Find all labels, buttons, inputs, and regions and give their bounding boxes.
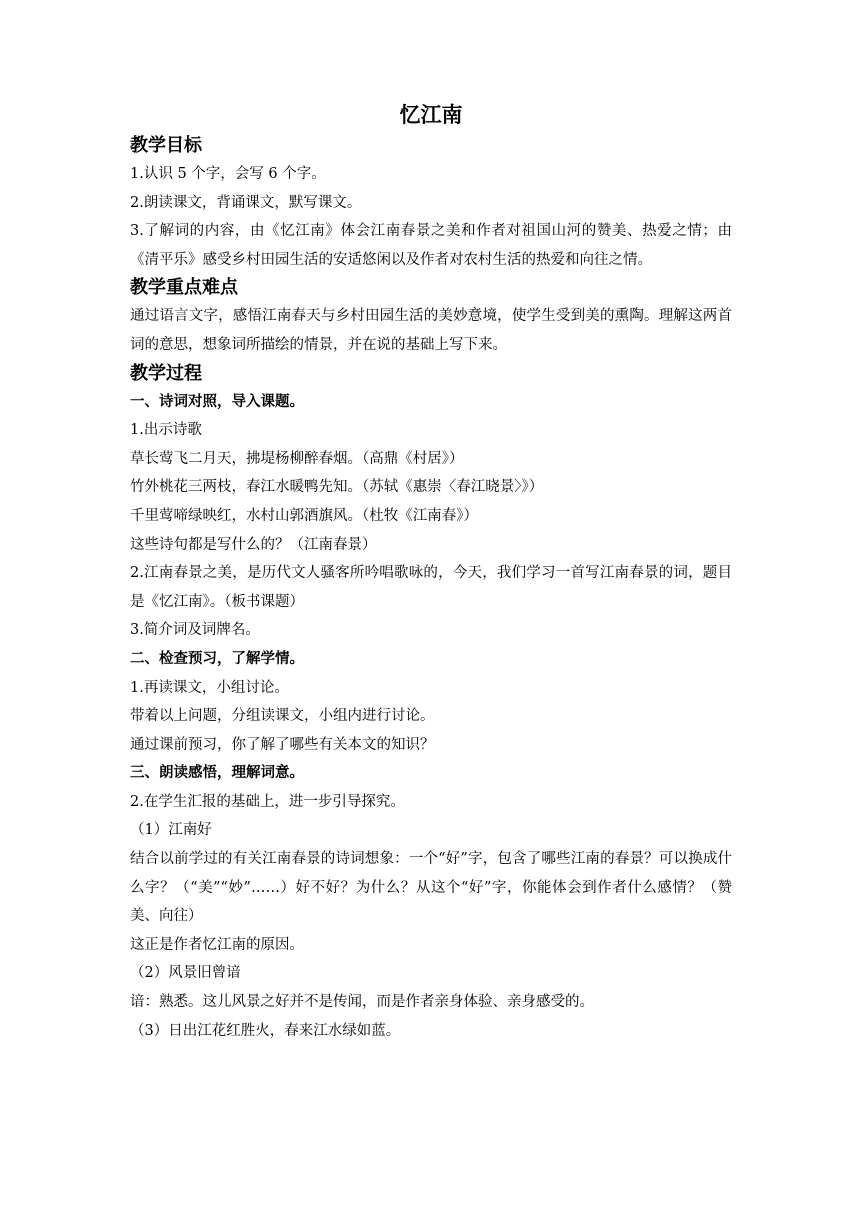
process-line: 通过课前预习，你了解了哪些有关本文的知识？ — [130, 736, 435, 753]
process-line: 这些诗句都是写什么的？（江南春景） — [130, 536, 377, 553]
process-line: 3.简介词及词牌名。 — [130, 622, 260, 639]
heading-key-points: 教学重点难点 — [130, 277, 238, 299]
process-paragraph: 2.江南春景之美，是历代文人骚客所吟唱歌咏的，今天，我们学习一首写江南春景的词，题目是《忆江南》。（板书课题） — [130, 565, 732, 610]
process-subheading-2: 二、检查预习，了解学情。 — [130, 650, 304, 667]
process-line: （1）江南好 — [130, 822, 212, 839]
page-title: 忆江南 — [399, 103, 463, 127]
process-line: 带着以上问题，分组读课文，小组内进行讨论。 — [130, 708, 435, 725]
key-points-text: 通过语言文字，感悟江南春天与乡村田园生活的美妙意境，使学生受到美的熏陶。理解这两首词的意思，想象词所描绘的情景，并在说的基础上写下来。 — [130, 308, 732, 353]
process-subheading-3: 三、朗读感悟，理解词意。 — [130, 765, 304, 782]
process-line: （2）风景旧曾谙 — [130, 965, 241, 982]
process-line: 谙：熟悉。这儿风景之好并不是传闻，而是作者亲身体验、亲身感受的。 — [130, 994, 594, 1011]
document-page — [130, 100, 732, 1045]
process-line: 1.出示诗歌 — [130, 422, 202, 439]
process-line: （3）日出江花红胜火，春来江水绿如蓝。 — [130, 1022, 401, 1039]
process-paragraph: 结合以前学过的有关江南春景的诗词想象：一个“好”字，包含了哪些江南的春景？可以换成什么字？（“美”“妙”……）好不好？为什么？从这个“好”字，你能体会到作者什么感情？（赞美、向往） — [130, 851, 732, 925]
goal-item-1: 1.认识 5 个字，会写 6 个字。 — [130, 166, 326, 182]
poem-line-2: 竹外桃花三两枝，春江水暖鸭先知。（苏轼《惠崇〈春江晓景〉》） — [130, 479, 544, 496]
poem-line-3: 千里莺啼绿映红，水村山郭酒旗风。（杜牧《江南春》） — [130, 507, 478, 524]
process-line: 这正是作者忆江南的原因。 — [130, 936, 304, 953]
process-line: 2.在学生汇报的基础上，进一步引导探究。 — [130, 793, 405, 810]
process-subheading-1: 一、诗词对照，导入课题。 — [130, 393, 304, 410]
goal-item-3: 3.了解词的内容，由《忆江南》体会江南春景之美和作者对祖国山河的赞美、热爱之情；由《清平乐》感受乡村田园生活的安适悠闲以及作者对农村生活的热爱和向往之情。 — [130, 223, 732, 268]
process-line: 1.再读课文，小组讨论。 — [130, 679, 289, 696]
goal-item-2: 2.朗读课文，背诵课文，默写课文。 — [130, 194, 362, 211]
heading-teaching-process: 教学过程 — [130, 362, 202, 384]
heading-teaching-goals: 教学目标 — [130, 135, 202, 156]
poem-line-1: 草长莺飞二月天，拂堤杨柳醉春烟。（高鼎《村居》） — [130, 450, 464, 467]
